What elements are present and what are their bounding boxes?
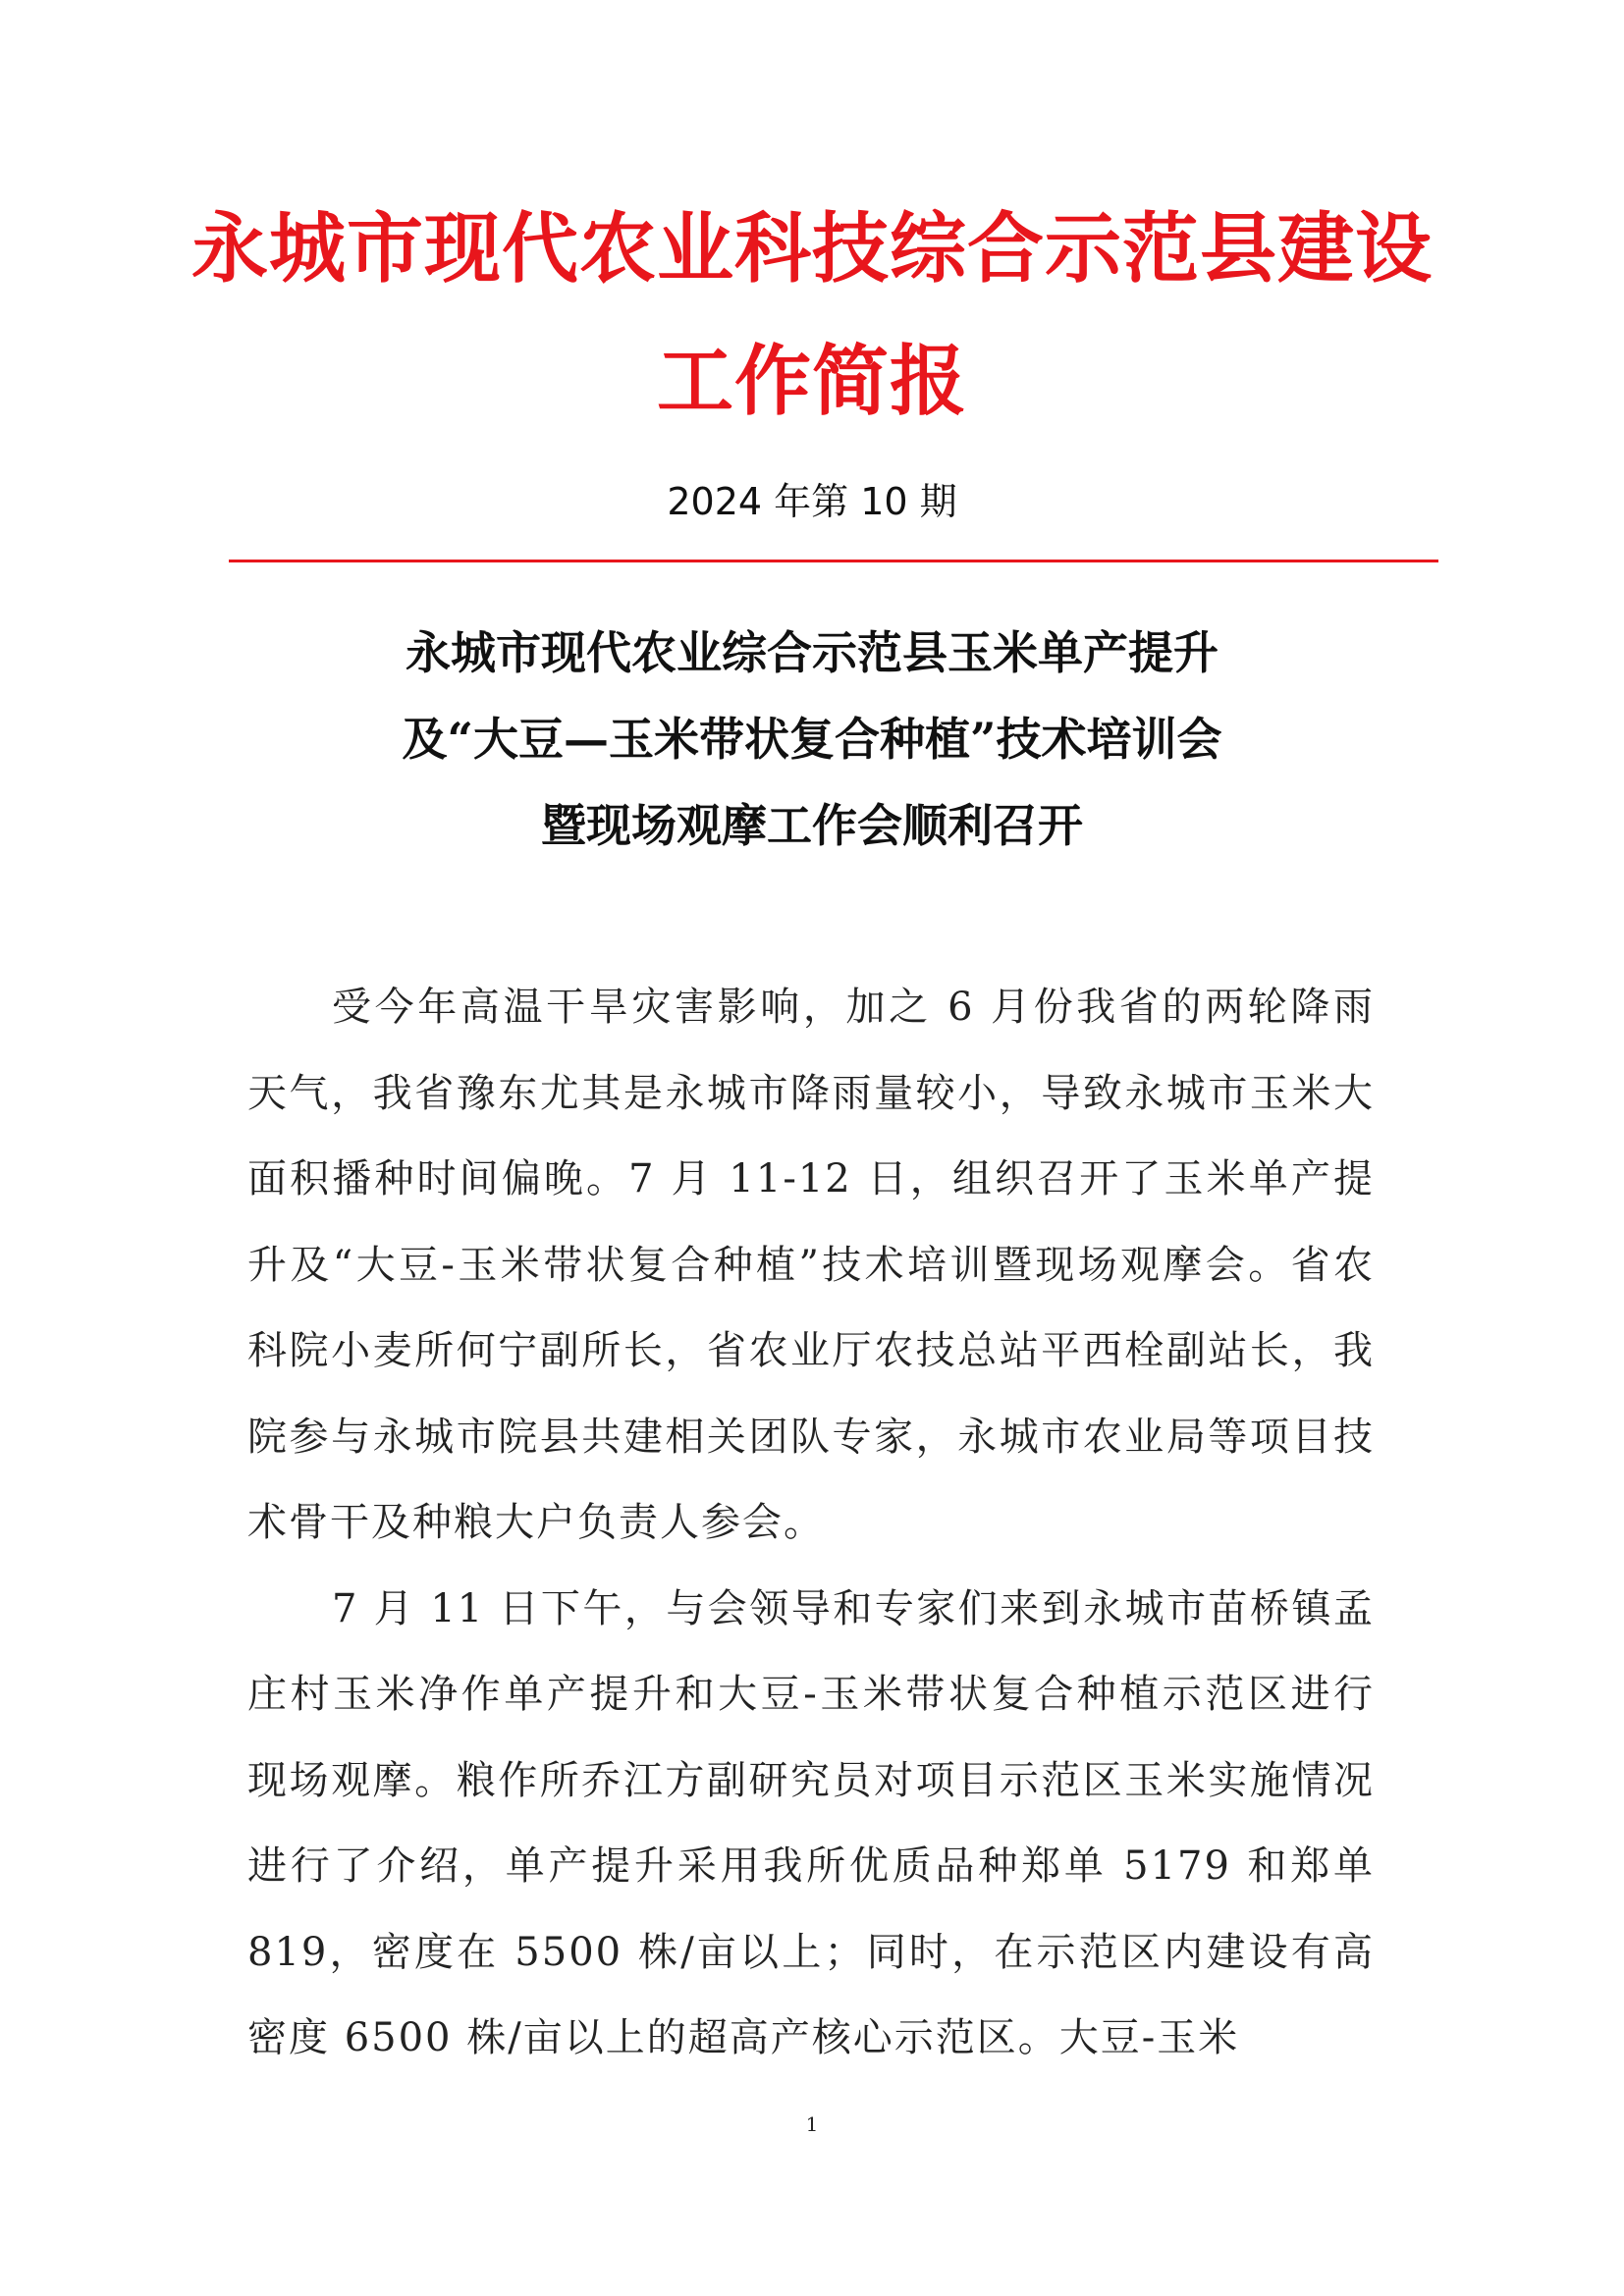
red-divider-line <box>229 560 1438 562</box>
bulletin-title-line-2: 工作简报 <box>656 337 967 426</box>
article-body <box>247 965 1375 2082</box>
bulletin-title-line-1: 永城市现代农业科技综合示范县建设 <box>190 204 1433 294</box>
article-paragraph-1: 受今年高温干旱灾害影响，加之 6 月份我省的两轮降雨天气，我省豫东尤其是永城市降雨量较小，导致永城市玉米大面积播种时间偏晚。7 月 11-12 日，组织召开了玉米单产提升及“大豆-玉米带状复合种植”技术培训暨现场观摩会。省农科院小麦所何宁副所长，省农业厅农技总站平西栓副站长，我院参与永城市院县共建相关团队专家，永城市农业局等项目技术骨干及种粮大户负责人参会。 <box>247 985 1375 1545</box>
issue-number: 2024 年第 10 期 <box>667 480 957 523</box>
article-headline-line-1: 永城市现代农业综合示范县玉米单产提升 <box>406 626 1218 679</box>
article-paragraph-2: 7 月 11 日下午，与会领导和专家们来到永城市苗桥镇孟庄村玉米净作单产提升和大豆-玉米带状复合种植示范区进行现场观摩。粮作所乔江方副研究员对项目示范区玉米实施情况进行了介绍，单产提升采用我所优质品种郑单 5179 和郑单 819，密度在 5500 株/亩以上；同时，在示范区内建设有高密度 6500 株/亩以上的超高产核心示范区。大豆-玉米 <box>247 1585 1375 2060</box>
page-number: 1 <box>805 2112 819 2136</box>
article-headline-line-3: 暨现场观摩工作会顺利召开 <box>541 799 1083 852</box>
article-headline-line-2: 及“大豆—玉米带状复合种植”技术培训会 <box>402 713 1222 766</box>
